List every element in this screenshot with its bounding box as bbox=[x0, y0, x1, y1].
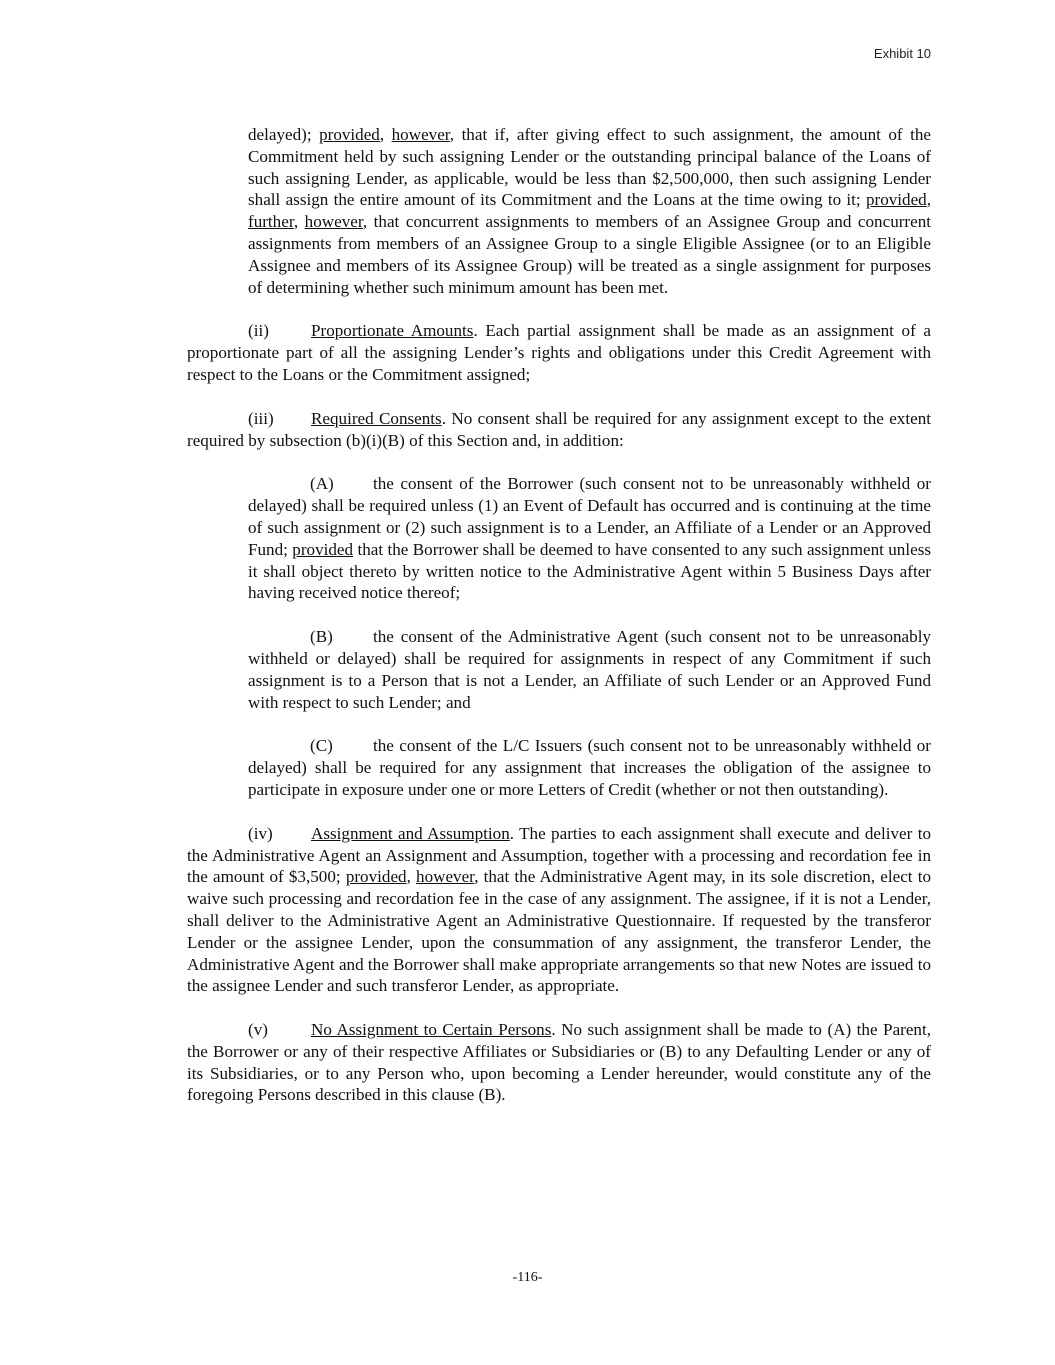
clause-heading: Required Consents bbox=[311, 408, 442, 428]
continued-paragraph: delayed); provided, however, that if, after giving effect to such assignment, the amount of the Commitment held by such assigning Lender or the outstanding principal balance of the Loans of such assigning Lender, as applicable, would be less than $2,500,000, then such assigning Lender shall assign the entire amount of its Commitment and the Loans at the time owing to it; provided, further, however, that concurrent assignments to members of an Assignee Group and concurrent assignments from members of an Assignee Group to a single Eligible Assignee (or to an Eligible Assignee and members of its Assignee Group) will be treated as a single assignment for purposes of determining whether such minimum amount has been met. bbox=[248, 125, 932, 297]
subclause-B: (B) the consent of the Administrative Agent (such consent not to be unreasonably withheld or delayed) shall be required for assignments in respect of any Commitment if such assignment is to a Person that is not a Lender, an Affiliate of such Lender or an Approved Fund with respect to such Lender; and bbox=[248, 627, 931, 712]
clause-heading: Proportionate Amounts bbox=[311, 321, 474, 341]
exhibit-label: Exhibit 10 bbox=[873, 46, 931, 61]
page-number: -116- bbox=[512, 1270, 543, 1285]
subclause-A: (A) the consent of the Borrower (such consent not to be unreasonably withheld or delayed) shall be required unless (1) an Event of Default has occurred and is continuing at the time of such assignment or (2) such assignment is to a Lender, an Affiliate of a Lender or an Approved Fund; provided that the Borrower shall be deemed to have consented to any such assignment unless it shall object thereto by written notice to the Administrative Agent within 5 Business Days after having received notice thereof; bbox=[248, 474, 931, 603]
subclause-C: (C) the consent of the L/C Issuers (such consent not to be unreasonably withheld or delayed) shall be required for any assignment that increases the obligation of the assignee to participate in exposure under one or more Letters of Credit (whether or not then outstanding). bbox=[248, 736, 931, 799]
clause-iv: (iv) Assignment and Assumption. The parties to each assignment shall execute and deliver to the Administrative Agent an Assignment and Assumption, together with a processing and recordation fee in the amount of $3,500; provided, however, that the Administrative Agent may, in its sole discretion, elect to waive such processing and recordation fee in the case of any assignment. The assignee, if it is not a Lender, shall deliver to the Administrative Agent an Administrative Questionnaire. If requested by the transferor Lender or the assignee Lender, upon the consummation of any assignment, the transferor Lender, the Administrative Agent and the Borrower shall make appropriate arrangements so that new Notes are issued to the assignee Lender and such transferor Lender, as appropriate. bbox=[187, 823, 932, 996]
subclause-number: (C) bbox=[310, 736, 333, 756]
clause-number: (ii) bbox=[248, 321, 269, 341]
clause-number: (iii) bbox=[248, 408, 274, 428]
subclause-number: (A) bbox=[310, 474, 334, 494]
clause-heading: Assignment and Assumption bbox=[311, 823, 510, 843]
subclause-number: (B) bbox=[310, 627, 333, 647]
document-body bbox=[187, 124, 931, 1128]
clause-ii: (ii) Proportionate Amounts. Each partial assignment shall be made as an assignment of a proportionate part of all the assigning Lender’s rights and obligations under this Credit Agreement with respect to the Loans or the Commitment assigned; bbox=[187, 321, 931, 384]
clause-iii: (iii) Required Consents. No consent shall be required for any assignment except to the extent required by subsection (b)(i)(B) of this Section and, in addition: bbox=[187, 408, 931, 450]
clause-number: (v) bbox=[248, 1020, 268, 1040]
clause-v: (v) No Assignment to Certain Persons. No such assignment shall be made to (A) the Parent, the Borrower or any of their respective Affiliates or Subsidiaries or (B) to any Defaulting Lender or any of its Subsidiaries, or to any Person who, upon becoming a Lender hereunder, would constitute any of the foregoing Persons described in this clause (B). bbox=[187, 1020, 931, 1105]
clause-heading: No Assignment to Certain Persons bbox=[311, 1020, 552, 1040]
clause-number: (iv) bbox=[248, 823, 273, 843]
